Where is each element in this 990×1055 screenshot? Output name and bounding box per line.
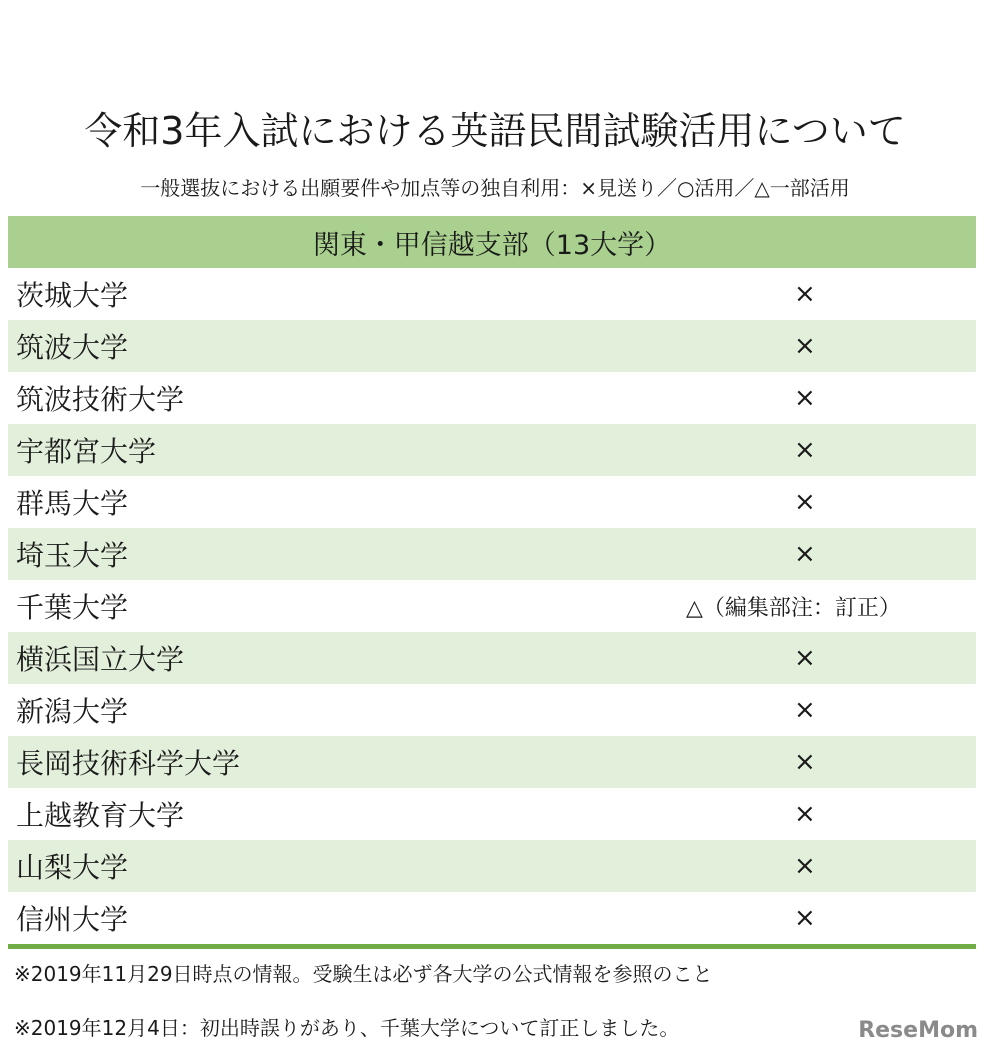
status-value: ×: [794, 903, 816, 933]
table-row: [8, 268, 976, 320]
table-row: [8, 580, 976, 632]
university-name: 長岡技術科学大学: [16, 747, 241, 780]
university-name: 宇都宮大学: [16, 435, 157, 468]
status-value: ×: [794, 435, 816, 465]
status-value: △（編集部注：訂正）: [686, 595, 901, 621]
university-name: 新潟大学: [16, 695, 129, 728]
university-name: 埼玉大学: [16, 539, 129, 572]
table-row: [8, 788, 976, 840]
status-value: ×: [794, 799, 816, 829]
page-subtitle: 一般選抜における出願要件や加点等の独自利用：×見送り／○活用／△一部活用: [140, 176, 850, 200]
table-row: [8, 372, 976, 424]
status-value: ×: [794, 487, 816, 517]
table-row: [8, 632, 976, 684]
status-value: ×: [794, 747, 816, 777]
table-row: [8, 320, 976, 372]
status-value: ×: [794, 331, 816, 361]
university-name: 群馬大学: [16, 487, 129, 520]
footnote-correction: ※2019年12月4日：初出時誤りがあり、千葉大学について訂正しました。: [14, 1016, 680, 1040]
section-header: 関東・甲信越支部（13大学）: [8, 216, 976, 268]
status-value: ×: [794, 643, 816, 673]
status-value: ×: [794, 383, 816, 413]
university-name: 筑波大学: [16, 331, 129, 364]
university-name: 筑波技術大学: [16, 383, 185, 416]
university-name: 茨城大学: [16, 279, 129, 312]
footnote-date: ※2019年11月29日時点の情報。受験生は必ず各大学の公式情報を参照のこと: [14, 962, 713, 986]
university-name: 上越教育大学: [16, 799, 185, 832]
university-name: 信州大学: [16, 903, 129, 936]
status-value: ×: [794, 695, 816, 725]
status-value: ×: [794, 539, 816, 569]
table-row: [8, 528, 976, 580]
university-name: 横浜国立大学: [16, 643, 185, 676]
table-row: [8, 892, 976, 944]
table-row: [8, 840, 976, 892]
table-row: [8, 424, 976, 476]
university-table: [8, 216, 976, 949]
table-row: [8, 736, 976, 788]
university-name: 千葉大学: [16, 591, 129, 624]
resemom-logo: ReseMom: [858, 1018, 978, 1043]
table-bottom-border: [8, 944, 976, 949]
table-row: [8, 476, 976, 528]
status-value: ×: [794, 851, 816, 881]
university-name: 山梨大学: [16, 851, 129, 884]
table-row: [8, 684, 976, 736]
page-title: 令和3年入試における英語民間試験活用について: [84, 109, 906, 153]
status-value: ×: [794, 279, 816, 309]
